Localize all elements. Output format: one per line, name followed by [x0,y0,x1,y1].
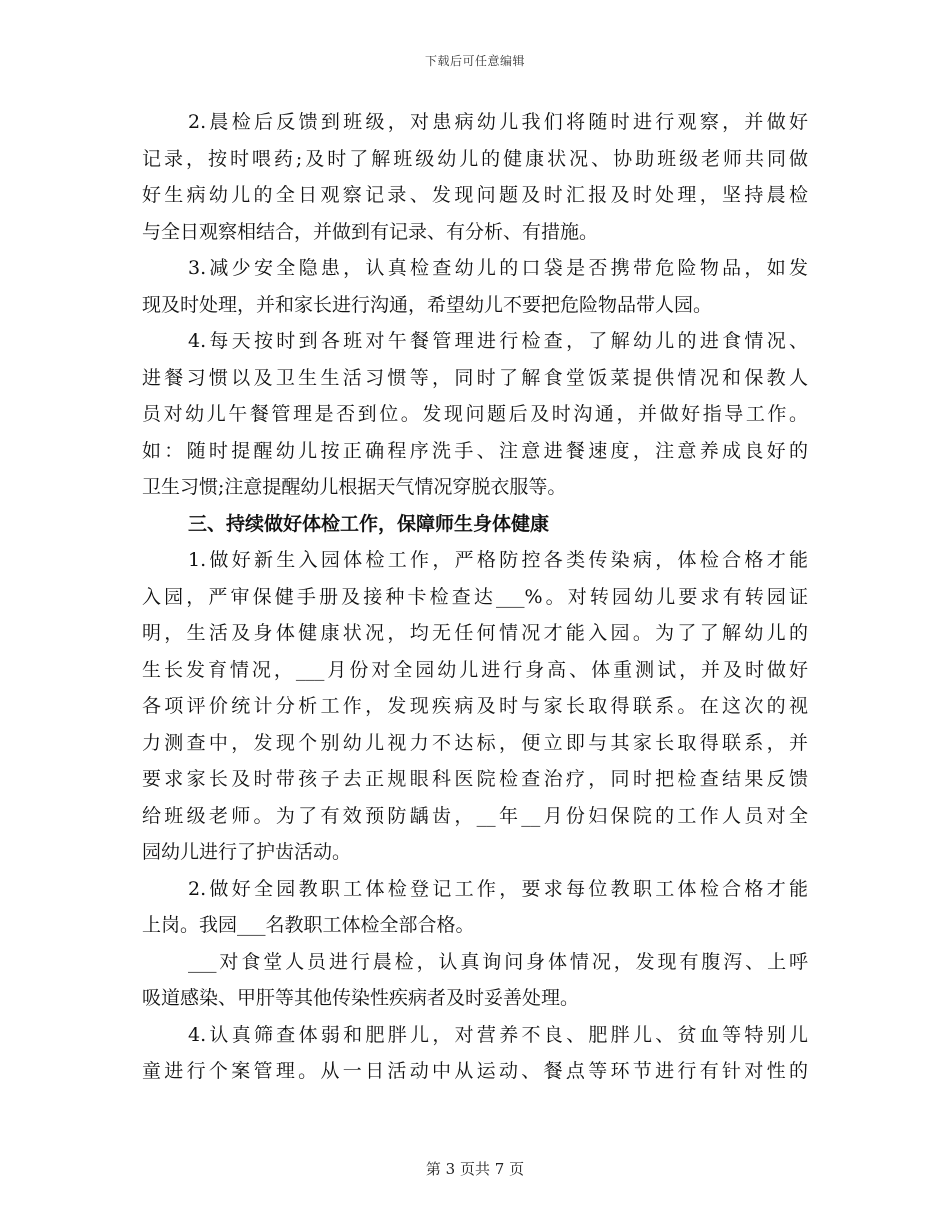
page-footer: 第 3 页共 7 页 [425,1160,525,1178]
section-heading: 三、持续做好体检工作，保障师生身体健康 [188,512,550,535]
text-line: 2.做好全园教职工体检登记工作，要求每位教职工体检合格才能 [188,877,808,900]
text-line: 卫生习惯;注意提醒幼儿根据天气情况穿脱衣服等。 [142,476,567,498]
text-line: 要求家长及时带孩子去正规眼科医院检查治疗，同时把检查结果反馈 [142,768,808,790]
document-body [142,104,808,1090]
text-line: 童进行个案管理。从一日活动中从运动、餐点等环节进行有针对性的 [142,1060,808,1082]
text-line: 2.晨检后反馈到班级，对患病幼儿我们将随时进行观察，并做好 [188,111,808,133]
text-line: 4.认真筛查体弱和肥胖儿，对营养不良、肥胖儿、贫血等特别儿 [188,1023,808,1046]
text-line: 记录，按时喂药;及时了解班级幼儿的健康状况、协助班级老师共同做 [142,147,808,170]
text-line: 园幼儿进行了护齿活动。 [142,841,352,863]
text-line: 进餐习惯以及卫生生活习惯等，同时了解食堂饭菜提供情况和保教人 [142,366,808,389]
text-line: 明，生活及身体健康状况，均无任何情况才能入园。为了了解幼儿的 [142,622,808,644]
text-line: 现及时处理，并和家长进行沟通，希望幼儿不要把危险物品带人园。 [142,293,713,316]
text-line: 4.每天按时到各班对午餐管理进行检查，了解幼儿的进食情况、 [188,330,808,352]
page-header: 下载后可任意编辑 [424,54,525,68]
text-line: 各项评价统计分析工作，发现疾病及时与家长取得联系。在这次的视 [142,695,808,717]
text-line: 1.做好新生入园体检工作，严格防控各类传染病，体检合格才能 [188,549,808,571]
text-line: 上岗。我园___名教职工体检全部合格。 [142,914,475,936]
text-line: 吸道感染、甲肝等其他传染性疾病者及时妥善处理。 [142,987,580,1009]
text-line: 员对幼儿午餐管理是否到位。发现问题后及时沟通，并做好指导工作。 [142,403,808,425]
text-line: 好生病幼儿的全日观察记录、发现问题及时汇报及时处理，坚持晨检 [142,184,808,206]
text-line: 力测查中，发现个别幼儿视力不达标，便立即与其家长取得联系，并 [142,731,808,754]
text-line: 入园，严审保健手册及接种卡检查达___%。对转园幼儿要求有转园证 [142,585,808,608]
text-line: 3.减少安全隐患，认真检查幼儿的口袋是否携带危险物品，如发 [188,257,808,279]
text-line: 生长发育情况，___月份对全园幼儿进行身高、体重测试，并及时做好 [142,658,808,681]
text-line: 与全日观察相结合，并做到有记录、有分析、有措施。 [142,220,599,243]
text-line: 如：随时提醒幼儿按正确程序洗手、注意进餐速度，注意养成良好的 [142,439,808,462]
text-line: 给班级老师。为了有效预防龋齿，__年__月份妇保院的工作人员对全 [142,804,808,827]
text-line: ___对食堂人员进行晨检，认真询问身体情况，发现有腹泻、上呼 [188,950,808,973]
